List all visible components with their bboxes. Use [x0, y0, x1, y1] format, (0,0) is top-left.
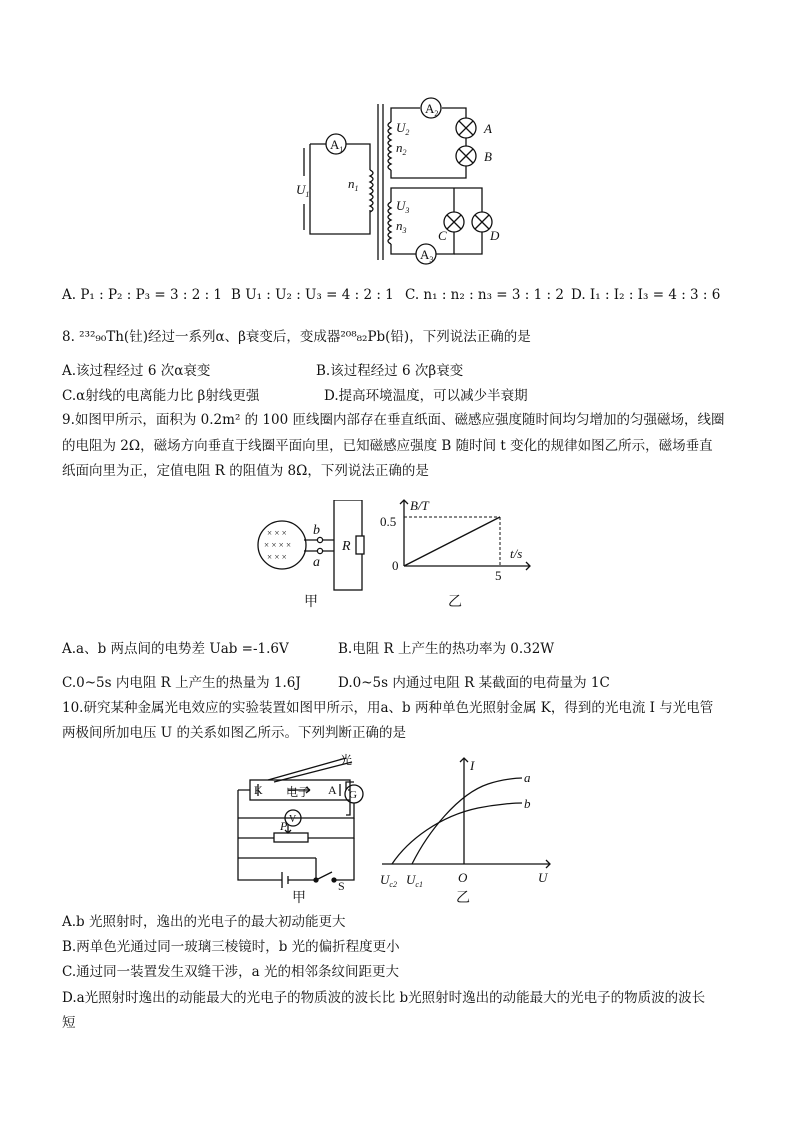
ammeter-a1-label: $A_1$ — [330, 137, 344, 154]
u2-label: $U_2$ — [396, 120, 410, 137]
q10-stem-line1: 10.研究某种金属光电效应的实验装置如图甲所示，用a、b 两种单色光照射金属 K，得到的光电流 I 与光电管 — [62, 700, 714, 716]
x-axis-label: t/s — [510, 546, 523, 561]
q10-option-c: C.通过同一装置发生双缝干涉，a 光的相邻条纹间距更大 — [62, 964, 399, 980]
q10-option-d-line1: D.a光照射时逸出的动能最大的光电子的物质波的波长比 b光照射时逸出的动能最大的光电子的物质波的波长 — [62, 990, 706, 1006]
q9-option-a: A.a、b 两点间的电势差 Uab =-1.6V — [62, 641, 289, 657]
q9-stem-line1: 9.如图甲所示，面积为 0.2m² 的 100 匝线圈内部存在垂直纸面、磁感应强度随时间均匀增加的匀强磁场，线圈 — [62, 412, 725, 428]
curve-b — [392, 803, 522, 864]
q10-option-d-line2: 短 — [62, 1015, 76, 1031]
figure-yi-label: 乙 — [448, 595, 462, 609]
y-axis-label: B/T — [410, 498, 429, 513]
q7-option-c: C. n₁ : n₂ : n₃ = 3 : 1 : 2 — [405, 287, 564, 303]
q10-option-a: A.b 光照射时，逸出的光电子的最大初动能更大 — [62, 914, 346, 930]
uc1-label: $U_{c1}$ — [406, 872, 423, 889]
terminal-b-label: b — [313, 523, 320, 538]
curve-a — [412, 778, 522, 864]
q7-option-b: B U₁ : U₂ : U₃ = 4 : 2 : 1 — [231, 287, 394, 303]
origin-label: 0 — [392, 558, 399, 573]
x-tick-label: 5 — [495, 568, 502, 583]
ammeter-a2-label: $A_2$ — [425, 101, 439, 118]
curve-a-label: a — [524, 770, 531, 785]
n2-label: $n_2$ — [396, 140, 407, 157]
q8-option-a: A.该过程经过 6 次α衰变 — [62, 363, 211, 379]
q9-option-d: D.0~5s 内通过电阻 R 某截面的电荷量为 1C — [338, 675, 610, 691]
u-axis-label: U — [538, 870, 548, 885]
lamp-d-label: D — [490, 228, 500, 243]
q8-stem: 8. ²³²₉₀Th(钍)经过一系列α、β衰变后，变成器²⁰⁸₈₂Pb(铅)，下列说法正确的是 — [62, 329, 531, 345]
y-tick-label: 0.5 — [380, 514, 397, 529]
ammeter-a3-label: $A_3$ — [420, 247, 434, 264]
voltmeter-v-label: V — [289, 814, 297, 825]
resistor-r-label: R — [342, 539, 351, 554]
q9-stem-line3: 纸面向里为正，定值电阻 R 的阻值为 8Ω，下列说法正确的是 — [62, 463, 429, 479]
lamp-a-label: A — [484, 121, 492, 136]
q8-option-d: D.提高环境温度，可以减少半衰期 — [324, 388, 528, 404]
anode-a-label: A — [328, 783, 337, 797]
q7-option-a: A. P₁ : P₂ : P₃ = 3 : 2 : 1 — [62, 287, 223, 303]
q7-option-d: D. I₁ : I₂ : I₃ = 4 : 3 : 6 — [571, 287, 721, 303]
i-axis-label: I — [470, 758, 475, 773]
q10-option-b: B.两单色光通过同一玻璃三棱镜时，b 光的偏折程度更小 — [62, 939, 400, 955]
curve-b-label: b — [524, 796, 531, 811]
n3-label: $n_3$ — [396, 218, 407, 235]
svg-text:× × ×: × × × — [267, 528, 287, 538]
q9-option-c: C.0~5s 内电阻 R 上产生的热量为 1.6J — [62, 675, 301, 691]
lamp-c-label: C — [438, 228, 447, 243]
resistor-r — [356, 536, 364, 554]
svg-text:× × ×: × × × — [267, 552, 287, 562]
q9-option-b: B.电阻 R 上产生的热功率为 0.32W — [338, 641, 555, 657]
q8-option-b: B.该过程经过 6 次β衰变 — [316, 363, 464, 379]
electron-label: 电子 — [286, 785, 311, 799]
figure-jia-label: 甲 — [304, 595, 318, 610]
uc2-label: $U_{c2}$ — [380, 872, 397, 889]
b-t-series-line — [404, 517, 500, 566]
photoelectric-circuit-diagram — [228, 750, 378, 905]
cathode-k-label: K — [254, 783, 263, 797]
origin-o-label: O — [458, 870, 468, 885]
transformer-diagram — [290, 92, 530, 272]
galvanometer-g-label: G — [349, 789, 357, 801]
n1-label: $n_1$ — [348, 176, 359, 193]
coil-resistor-diagram — [250, 500, 380, 610]
i-u-graph — [378, 752, 558, 907]
svg-text:× × × ×: × × × × — [264, 540, 292, 550]
switch-s-label: S — [338, 879, 345, 893]
slider-p-label: P — [280, 819, 288, 833]
u1-label: $U_1$ — [296, 182, 310, 199]
terminal-a-label: a — [313, 555, 320, 570]
figure-yi-label-2: 乙 — [456, 891, 470, 906]
q10-stem-line2: 两极间所加电压 U 的关系如图乙所示。下列判断正确的是 — [62, 725, 406, 741]
q8-option-c: C.α射线的电离能力比 β射线更强 — [62, 388, 260, 404]
q9-stem-line2: 的电阻为 2Ω，磁场方向垂直于线圈平面向里，已知磁感应强度 B 随时间 t 变化的规律如图乙所示，磁场垂直 — [62, 438, 713, 454]
figure-jia-label-2: 甲 — [292, 891, 306, 905]
light-label: 光 — [340, 753, 353, 767]
u3-label: $U_3$ — [396, 198, 410, 215]
lamp-b-label: B — [484, 149, 492, 164]
b-t-graph — [380, 494, 540, 609]
